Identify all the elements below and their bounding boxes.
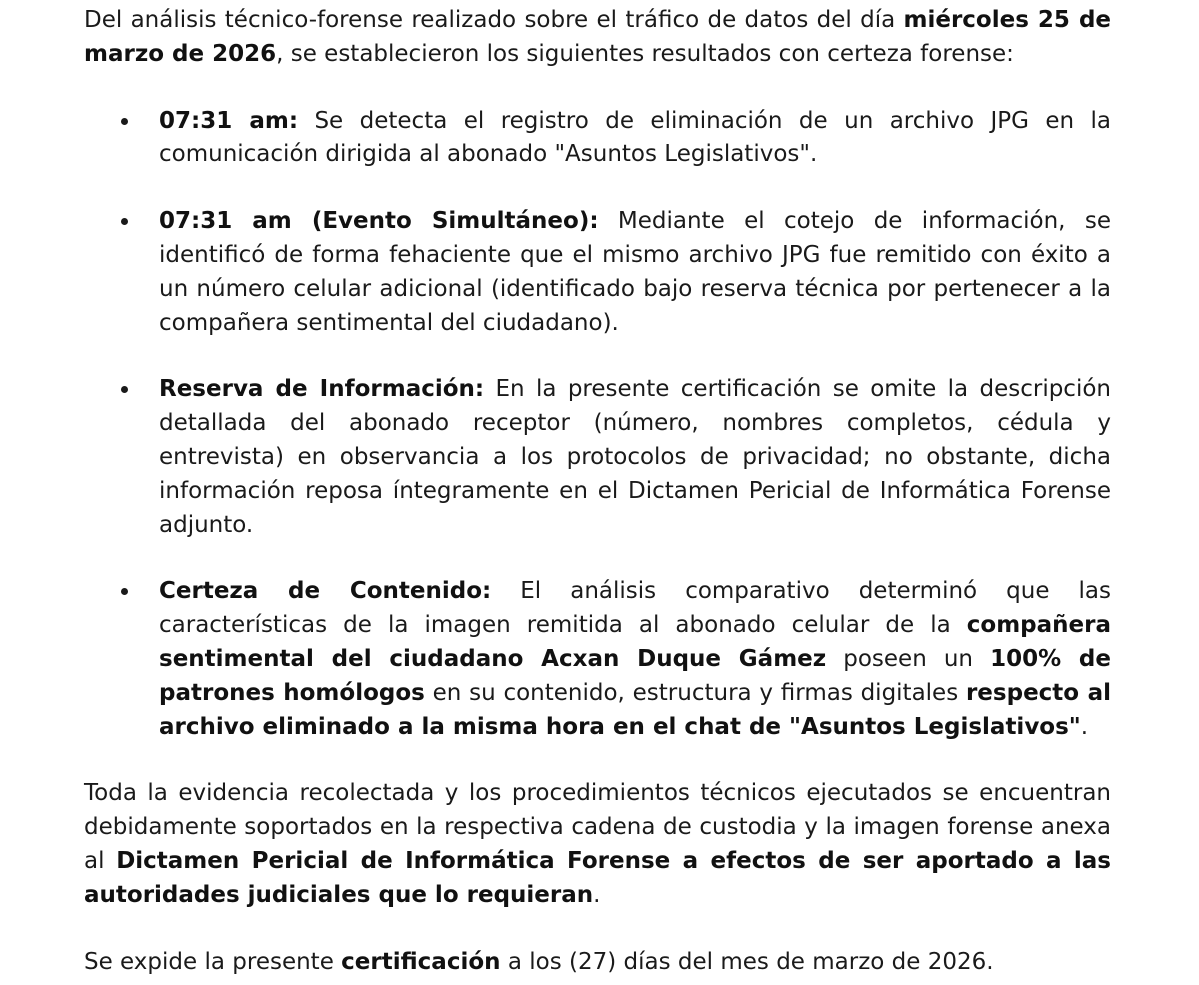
item-text: en su contenido, estructura y firmas digitales — [424, 679, 966, 706]
bullet-icon — [119, 205, 129, 239]
intro-text: , se establecieron los siguientes resultados con certeza forense: — [276, 40, 1014, 67]
item-label: Certeza de Contenido: — [159, 578, 492, 605]
item-text: . — [1080, 713, 1089, 740]
issued-text: a los (27) días del mes de marzo de 2026. — [500, 948, 994, 975]
item-emphasis: respecto al archivo eliminado a la misma hora en el chat de "Asuntos Legislativos" — [159, 679, 1111, 740]
item-text: Se detecta el registro de eliminación de un archivo JPG en la comunicación dirigida al abonado "Asuntos Legislativos". — [159, 107, 1112, 168]
bullet-icon — [119, 575, 129, 609]
item-label: 07:31 am (Evento Simultáneo): — [159, 208, 599, 235]
item-text: poseen un — [826, 645, 991, 672]
intro-paragraph — [84, 4, 1111, 72]
issued-paragraph — [84, 946, 1111, 980]
list-item — [84, 105, 1111, 173]
bullet-icon — [119, 105, 129, 139]
item-label: Reserva de Información: — [159, 376, 485, 403]
intro-text: Del análisis técnico-forense realizado sobre el tráfico de datos del día — [84, 7, 904, 33]
closing-text: Toda la evidencia recolectada y los procedimientos técnicos ejecutados se encuentran debidamente soportados en la respectiva cadena de custodia y la imagen forense anexa al — [84, 780, 1111, 874]
item-text: En la presente certificación se omite la descripción detallada del abonado receptor (número, nombres completos, cédula y entrevista) en observancia a los protocolos de privacidad; no obstante, dicha información reposa íntegramente en el Dictamen Pericial de Informática Forense adjunto. — [159, 376, 1111, 538]
issued-emphasis: certificación — [341, 948, 501, 975]
list-item — [84, 373, 1111, 542]
item-text: Mediante el cotejo de información, se identificó de forma fehaciente que el mismo archivo JPG fue remitido con éxito a un número celular adicional (identificado bajo reserva técnica por pertenecer a la compañera sentimental del ciudadano). — [159, 208, 1111, 336]
closing-text: . — [593, 881, 601, 908]
list-item — [84, 205, 1111, 340]
item-label: 07:31 am: — [159, 107, 299, 134]
item-text: El análisis comparativo determinó que las características de la imagen remitida al abonado celular de la — [159, 578, 1111, 639]
item-emphasis: compañera sentimental del ciudadano Acxan Duque Gámez — [159, 612, 1111, 672]
closing-emphasis: Dictamen Pericial de Informática Forense a efectos de ser aportado a las autoridades judiciales que lo requieran — [84, 847, 1112, 908]
document-body — [84, 4, 1111, 979]
issued-text: Se expide la presente — [84, 948, 342, 975]
intro-date: miércoles 25 de marzo de 2026 — [84, 7, 1112, 67]
list-item — [84, 575, 1111, 744]
closing-paragraph — [84, 777, 1111, 912]
findings-list — [84, 105, 1111, 745]
item-emphasis: 100% de patrones homólogos — [159, 645, 1111, 706]
bullet-icon — [119, 373, 129, 407]
